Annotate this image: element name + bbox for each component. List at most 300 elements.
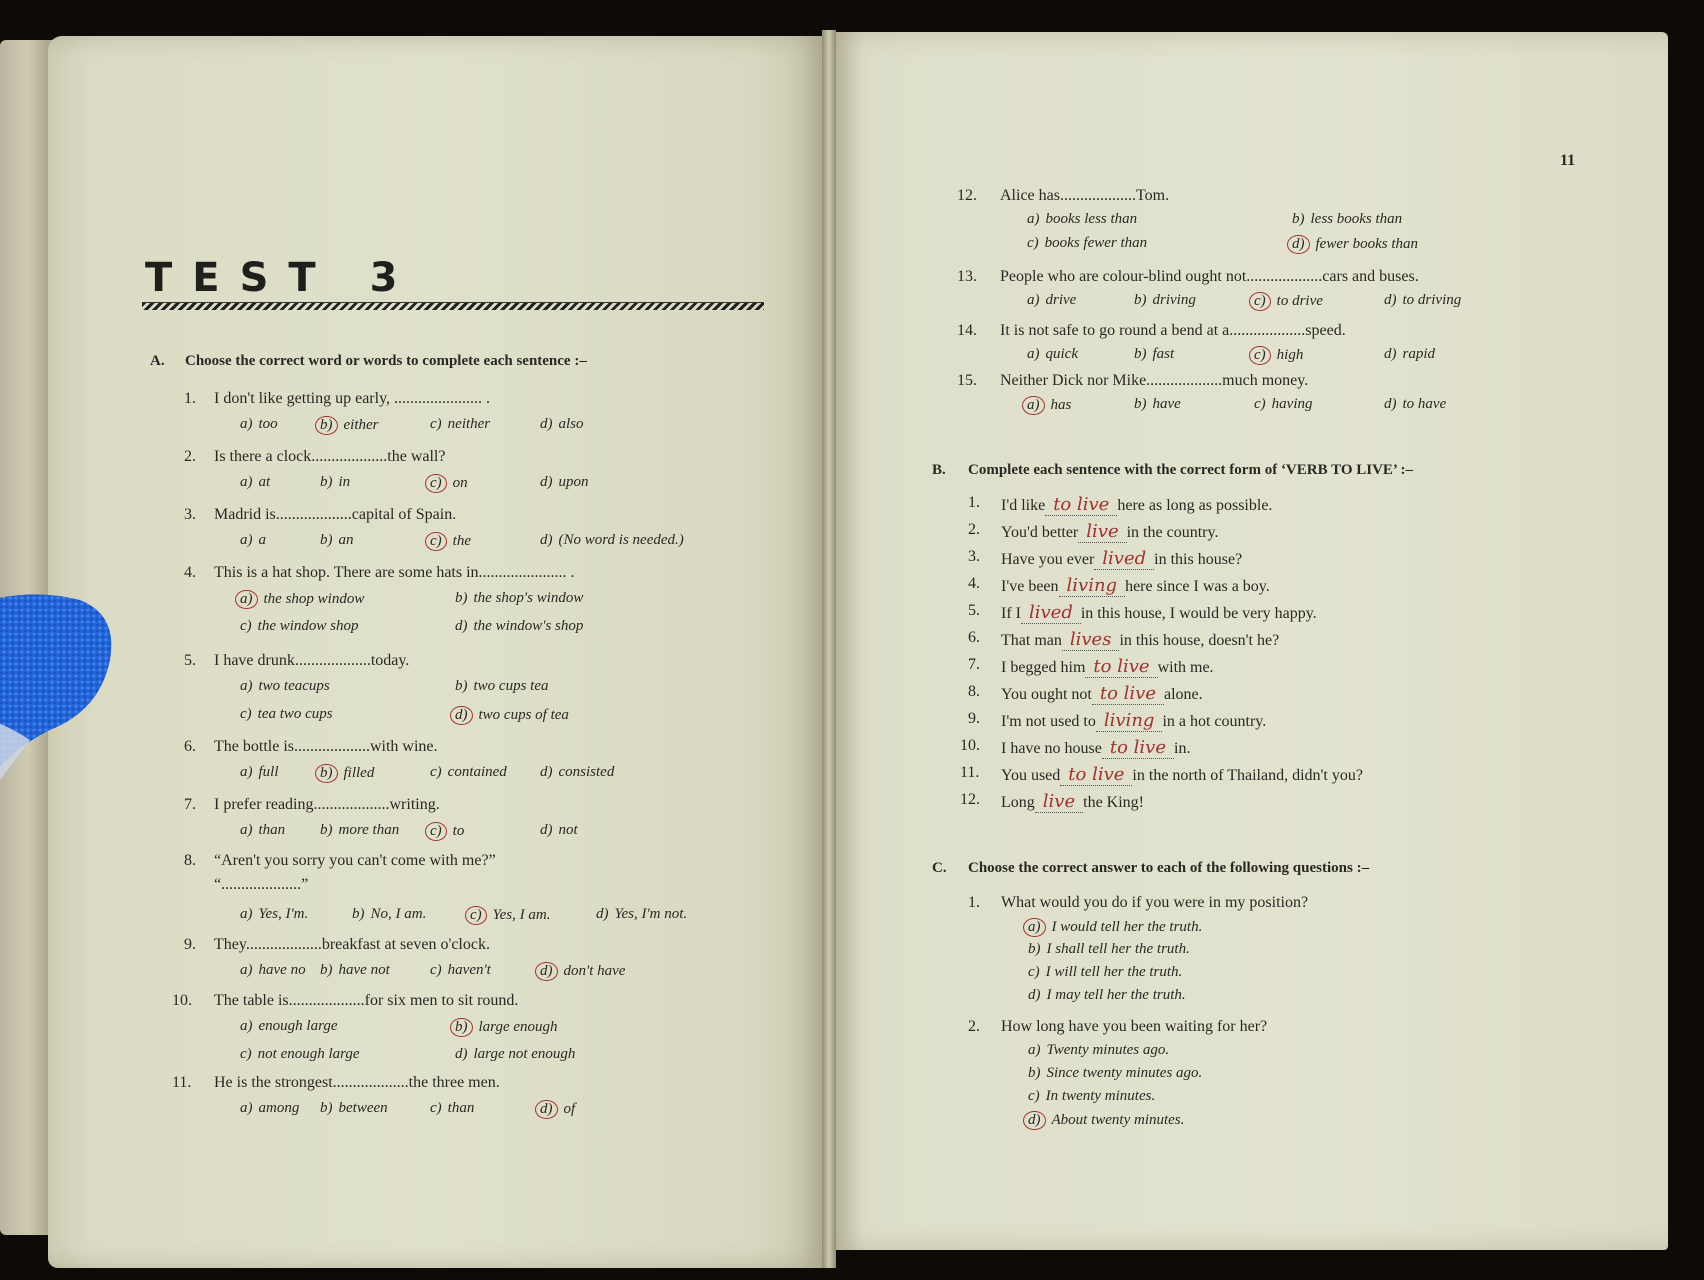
option-letter: d) (455, 618, 468, 634)
option-letter: d) (540, 532, 553, 548)
question-number: 14. (957, 322, 977, 339)
answer-option (1028, 918, 1202, 937)
answer-circle: a) (235, 590, 258, 609)
option-text: an (338, 532, 354, 548)
option-letter: c) (430, 416, 442, 432)
question-number: 4. (184, 564, 196, 581)
sentence-end: in the north of Thailand, didn't you? (1132, 767, 1363, 784)
answer-option (240, 1018, 338, 1035)
answer-option (1028, 1088, 1155, 1105)
fill-sentence (1001, 737, 1190, 758)
answer-option (240, 678, 330, 695)
option-letter: b) (320, 474, 333, 490)
option-text: About twenty minutes. (1051, 1112, 1185, 1128)
option-letter: c) (430, 764, 442, 780)
option-text: less books than (1310, 211, 1403, 227)
option-text: two cups tea (473, 678, 549, 694)
question-text: How long have you been waiting for her? (1001, 1018, 1268, 1035)
sentence-end: in this house, I would be very happy. (1080, 605, 1317, 622)
option-text: on (452, 475, 468, 491)
answer-option (430, 474, 468, 493)
option-text: to drive (1276, 293, 1323, 309)
option-text: haven't (447, 962, 491, 978)
question-number: 9. (184, 936, 196, 953)
sentence-end: in this house, doesn't he? (1119, 632, 1280, 649)
option-text: either (343, 417, 379, 433)
answer-option (455, 618, 583, 635)
answer-option (470, 906, 550, 925)
option-text: fast (1152, 346, 1175, 362)
answer-option (540, 1100, 575, 1119)
option-letter: a) (240, 1100, 253, 1116)
option-text: among (258, 1100, 300, 1116)
answer-option (1027, 396, 1071, 415)
question-number: 8. (184, 852, 196, 869)
handwritten-answer: lived (1094, 548, 1154, 570)
item-number: 11. (960, 764, 980, 781)
option-letter: a) (1027, 211, 1040, 227)
question-text: People who are colour-blind ought not...................cars and buses. (1000, 268, 1419, 285)
option-text: not enough large (257, 1046, 360, 1062)
option-text: full (258, 764, 279, 780)
option-letter: a) (240, 1018, 253, 1034)
option-text: than (258, 822, 286, 838)
question-number: 2. (184, 448, 196, 465)
option-text: Yes, I'm. (258, 906, 309, 922)
option-text: books less than (1045, 211, 1138, 227)
answer-option (320, 416, 379, 435)
option-letter: b) (1134, 396, 1147, 412)
question-number: 7. (184, 796, 196, 813)
sentence-start: You used (1001, 767, 1061, 784)
option-text: Yes, I'm not. (614, 906, 688, 922)
option-text: also (558, 416, 584, 432)
answer-option (540, 416, 584, 433)
answer-option (540, 532, 684, 549)
answer-circle: c) (1249, 346, 1271, 365)
item-number: 5. (968, 602, 980, 619)
answer-option (1254, 292, 1323, 311)
option-text: too (258, 416, 278, 432)
answer-option (1028, 987, 1186, 1004)
option-letter: c) (1028, 964, 1040, 980)
sentence-end: in. (1174, 740, 1191, 757)
sentence-start: I'm not used to (1001, 713, 1096, 730)
answer-option (240, 590, 364, 609)
answer-option (240, 1046, 360, 1063)
option-letter: d) (540, 764, 553, 780)
item-number: 6. (968, 629, 980, 646)
option-text: (No word is needed.) (558, 532, 684, 548)
answer-option (455, 590, 583, 607)
answer-circle: a) (1023, 918, 1046, 937)
option-text: fewer books than (1315, 236, 1418, 252)
sentence-start: If I (1001, 605, 1021, 622)
answer-option (1292, 235, 1418, 254)
option-text: contained (447, 764, 507, 780)
answer-option (430, 764, 507, 781)
question-text: Is there a clock...................the wall? (214, 448, 446, 465)
question-blank: “....................” (214, 876, 309, 893)
question-text: It is not safe to go round a bend at a...................speed. (1000, 322, 1346, 339)
answer-circle: d) (535, 962, 558, 981)
option-text: rapid (1402, 346, 1436, 362)
sentence-end: here as long as possible. (1117, 497, 1273, 514)
answer-option (320, 764, 374, 783)
sentence-end: in this house? (1154, 551, 1243, 568)
item-number: 9. (968, 710, 980, 727)
option-letter: d) (540, 474, 553, 490)
answer-option (540, 764, 614, 781)
option-text: high (1276, 347, 1304, 363)
answer-option (240, 822, 285, 839)
sentence-start: Long (1001, 794, 1035, 811)
answer-circle: c) (425, 532, 447, 551)
answer-circle: a) (1022, 396, 1045, 415)
option-letter: a) (240, 416, 253, 432)
answer-option (1027, 211, 1137, 228)
option-letter: d) (540, 822, 553, 838)
fill-sentence (1001, 683, 1203, 704)
option-letter: b) (455, 590, 468, 606)
option-letter: b) (320, 1100, 333, 1116)
fill-sentence (1001, 548, 1242, 569)
option-letter: d) (455, 1046, 468, 1062)
option-text: large not enough (473, 1046, 576, 1062)
item-number: 3. (968, 548, 980, 565)
answer-option (240, 416, 278, 433)
option-letter: b) (1134, 292, 1147, 308)
option-letter: d) (1028, 987, 1041, 1003)
answer-option (455, 1046, 575, 1063)
option-text: of (563, 1101, 576, 1117)
answer-circle: d) (1023, 1111, 1046, 1130)
option-text: at (258, 474, 271, 490)
option-text: Yes, I am. (492, 907, 551, 923)
option-letter: a) (240, 532, 253, 548)
answer-option (1292, 211, 1402, 228)
option-letter: b) (1028, 941, 1041, 957)
fill-sentence (1001, 791, 1144, 812)
answer-option (455, 706, 569, 725)
option-letter: c) (430, 962, 442, 978)
option-letter: c) (240, 1046, 252, 1062)
answer-option (430, 962, 491, 979)
option-text: have not (338, 962, 390, 978)
answer-option (240, 1100, 299, 1117)
option-text: books fewer than (1044, 235, 1148, 251)
option-letter: a) (240, 764, 253, 780)
answer-option (1027, 292, 1076, 309)
question-number: 5. (184, 652, 196, 669)
option-letter: c) (1028, 1088, 1040, 1104)
question-number: 11. (172, 1074, 192, 1091)
handwritten-answer: to live (1085, 656, 1157, 678)
option-letter: c) (1254, 396, 1266, 412)
handwritten-answer: live (1078, 521, 1126, 543)
answer-option (240, 532, 266, 549)
option-text: don't have (563, 963, 626, 979)
answer-option (430, 1100, 474, 1117)
option-letter: b) (455, 678, 468, 694)
answer-option (1027, 346, 1078, 363)
option-letter: a) (240, 474, 253, 490)
answer-option (1028, 941, 1190, 958)
book-gutter (822, 30, 836, 1268)
answer-option (320, 474, 350, 491)
question-text: I have drunk...................today. (214, 652, 410, 669)
option-letter: b) (1134, 346, 1147, 362)
sentence-end: in a hot country. (1162, 713, 1267, 730)
option-text: has (1050, 397, 1072, 413)
handwritten-answer: to live (1045, 494, 1117, 516)
option-letter: c) (430, 1100, 442, 1116)
option-text: I will tell her the truth. (1045, 964, 1183, 980)
answer-option (540, 474, 589, 491)
option-text: having (1271, 396, 1313, 412)
answer-option (1134, 396, 1181, 413)
option-text: between (338, 1100, 388, 1116)
answer-option (1254, 396, 1312, 413)
answer-circle: b) (315, 416, 338, 435)
option-text: driving (1152, 292, 1196, 308)
answer-option (352, 906, 426, 923)
question-text: Neither Dick nor Mike...................much money. (1000, 372, 1309, 389)
question-number: 2. (968, 1018, 980, 1035)
question-text: The bottle is...................with wine. (214, 738, 438, 755)
answer-option (1028, 1111, 1184, 1130)
question-number: 10. (172, 992, 192, 1009)
handwritten-answer: lives (1062, 629, 1120, 651)
answer-option (1134, 292, 1196, 309)
blue-glove-thumb (0, 590, 120, 780)
handwritten-answer: living (1059, 575, 1126, 597)
fill-sentence (1001, 710, 1266, 731)
option-letter: d) (1384, 396, 1397, 412)
question-text: Alice has...................Tom. (1000, 187, 1170, 204)
answer-circle: b) (315, 764, 338, 783)
fill-sentence (1001, 656, 1214, 677)
option-text: two cups of tea (478, 707, 569, 723)
option-text: tea two cups (257, 706, 333, 722)
answer-option (1028, 964, 1182, 981)
handwritten-answer: lived (1021, 602, 1081, 624)
option-letter: d) (596, 906, 609, 922)
item-number: 12. (960, 791, 980, 808)
question-number: 1. (184, 390, 196, 407)
option-letter: b) (320, 532, 333, 548)
answer-circle: c) (465, 906, 487, 925)
item-number: 4. (968, 575, 980, 592)
section-c-instruction: Choose the correct answer to each of the following questions :– (968, 860, 1370, 876)
option-text: enough large (258, 1018, 338, 1034)
sentence-start: That man (1001, 632, 1062, 649)
option-text: two teacups (258, 678, 330, 694)
answer-option (320, 822, 399, 839)
option-letter: b) (352, 906, 365, 922)
answer-option (1134, 346, 1174, 363)
question-text: What would you do if you were in my position? (1001, 894, 1309, 911)
option-text: In twenty minutes. (1045, 1088, 1156, 1104)
answer-circle: c) (425, 822, 447, 841)
answer-option (240, 474, 270, 491)
option-letter: a) (1028, 1042, 1041, 1058)
option-text: consisted (558, 764, 615, 780)
option-text: than (447, 1100, 475, 1116)
question-text: The table is...................for six men to sit round. (214, 992, 519, 1009)
option-letter: c) (240, 706, 252, 722)
test-title: TEST 3 (145, 255, 418, 301)
fill-sentence (1001, 602, 1317, 623)
option-text: filled (343, 765, 375, 781)
option-text: a (258, 532, 266, 548)
option-letter: d) (1384, 346, 1397, 362)
answer-option (240, 706, 333, 723)
option-text: to (452, 823, 465, 839)
option-text: to have (1402, 396, 1447, 412)
option-text: I shall tell her the truth. (1046, 941, 1190, 957)
option-letter: a) (240, 822, 253, 838)
question-number: 1. (968, 894, 980, 911)
answer-option (1027, 235, 1147, 252)
answer-option (240, 962, 306, 979)
sentence-end: the King! (1083, 794, 1144, 811)
sentence-start: I begged him (1001, 659, 1086, 676)
sentence-end: alone. (1163, 686, 1203, 703)
option-text: the shop window (263, 591, 365, 607)
sentence-start: I have no house (1001, 740, 1102, 757)
option-letter: a) (240, 678, 253, 694)
option-text: have (1152, 396, 1181, 412)
answer-option (1028, 1042, 1169, 1059)
answer-option (1384, 396, 1446, 413)
option-letter: d) (1384, 292, 1397, 308)
option-text: quick (1045, 346, 1078, 362)
question-text: I don't like getting up early, ...................... . (214, 390, 491, 407)
sentence-start: Have you ever (1001, 551, 1095, 568)
sentence-end: with me. (1157, 659, 1214, 676)
handwritten-answer: to live (1102, 737, 1174, 759)
question-number: 6. (184, 738, 196, 755)
option-text: the window shop (257, 618, 359, 634)
answer-option (240, 906, 308, 923)
section-a-instruction: Choose the correct word or words to complete each sentence :– (185, 353, 587, 369)
answer-option (430, 822, 464, 841)
question-text: They...................breakfast at seven o'clock. (214, 936, 490, 953)
answer-option (540, 962, 625, 981)
answer-option (540, 822, 578, 839)
handwritten-answer: to live (1092, 683, 1164, 705)
handwritten-answer: live (1035, 791, 1083, 813)
answer-option (455, 1018, 558, 1037)
option-letter: d) (540, 416, 553, 432)
answer-circle: d) (1287, 235, 1310, 254)
fill-sentence (1001, 521, 1218, 542)
sentence-start: I'd like (1001, 497, 1046, 514)
handwritten-answer: living (1096, 710, 1163, 732)
section-b-letter: B. (932, 462, 946, 478)
question-number: 15. (957, 372, 977, 389)
page-number: 11 (1560, 152, 1576, 169)
option-letter: b) (320, 822, 333, 838)
answer-circle: d) (450, 706, 473, 725)
option-letter: c) (1027, 235, 1039, 251)
fill-sentence (1001, 764, 1363, 785)
handwritten-answer: to live (1060, 764, 1132, 786)
fill-sentence (1001, 494, 1272, 515)
sentence-start: I've been (1001, 578, 1059, 595)
answer-circle: b) (450, 1018, 473, 1037)
option-text: more than (338, 822, 400, 838)
question-number: 12. (957, 187, 977, 204)
option-text: have no (258, 962, 306, 978)
sentence-start: You'd better (1001, 524, 1079, 541)
option-text: the window's shop (473, 618, 584, 634)
option-text: the (452, 533, 471, 549)
option-letter: b) (1028, 1065, 1041, 1081)
answer-option (455, 678, 549, 695)
sentence-start: You ought not (1001, 686, 1092, 703)
option-letter: a) (1027, 346, 1040, 362)
fill-sentence (1001, 575, 1270, 596)
question-number: 13. (957, 268, 977, 285)
answer-option (320, 532, 354, 549)
section-c-letter: C. (932, 860, 947, 876)
option-text: not (558, 822, 578, 838)
question-text: He is the strongest...................the three men. (214, 1074, 500, 1091)
answer-circle: c) (425, 474, 447, 493)
item-number: 10. (960, 737, 980, 754)
item-number: 8. (968, 683, 980, 700)
answer-option (320, 1100, 388, 1117)
question-text: “Aren't you sorry you can't come with me?” (214, 852, 496, 869)
answer-circle: d) (535, 1100, 558, 1119)
section-a-letter: A. (150, 353, 165, 369)
option-letter: b) (1292, 211, 1305, 227)
answer-option (320, 962, 390, 979)
answer-option (1384, 346, 1435, 363)
section-b-instruction: Complete each sentence with the correct form of ‘VERB TO LIVE’ :– (968, 462, 1414, 478)
answer-option (1254, 346, 1303, 365)
answer-option (1384, 292, 1461, 309)
answer-option (240, 764, 279, 781)
option-letter: b) (320, 962, 333, 978)
option-text: neither (447, 416, 491, 432)
option-text: Since twenty minutes ago. (1046, 1065, 1203, 1081)
item-number: 1. (968, 494, 980, 511)
answer-option (430, 416, 490, 433)
answer-option (240, 618, 359, 635)
question-text: This is a hat shop. There are some hats in...................... . (214, 564, 575, 581)
option-letter: a) (240, 962, 253, 978)
option-letter: a) (240, 906, 253, 922)
option-text: No, I am. (370, 906, 427, 922)
answer-option (596, 906, 687, 923)
answer-option (1028, 1065, 1202, 1082)
option-text: upon (558, 474, 589, 490)
option-text: Twenty minutes ago. (1046, 1042, 1170, 1058)
sentence-end: here since I was a boy. (1125, 578, 1270, 595)
option-text: to driving (1402, 292, 1462, 308)
question-text: Madrid is...................capital of Spain. (214, 506, 457, 523)
option-letter: a) (1027, 292, 1040, 308)
option-letter: c) (240, 618, 252, 634)
question-number: 3. (184, 506, 196, 523)
item-number: 2. (968, 521, 980, 538)
option-text: the shop's window (473, 590, 584, 606)
fill-sentence (1001, 629, 1279, 650)
question-text: I prefer reading...................writing. (214, 796, 440, 813)
